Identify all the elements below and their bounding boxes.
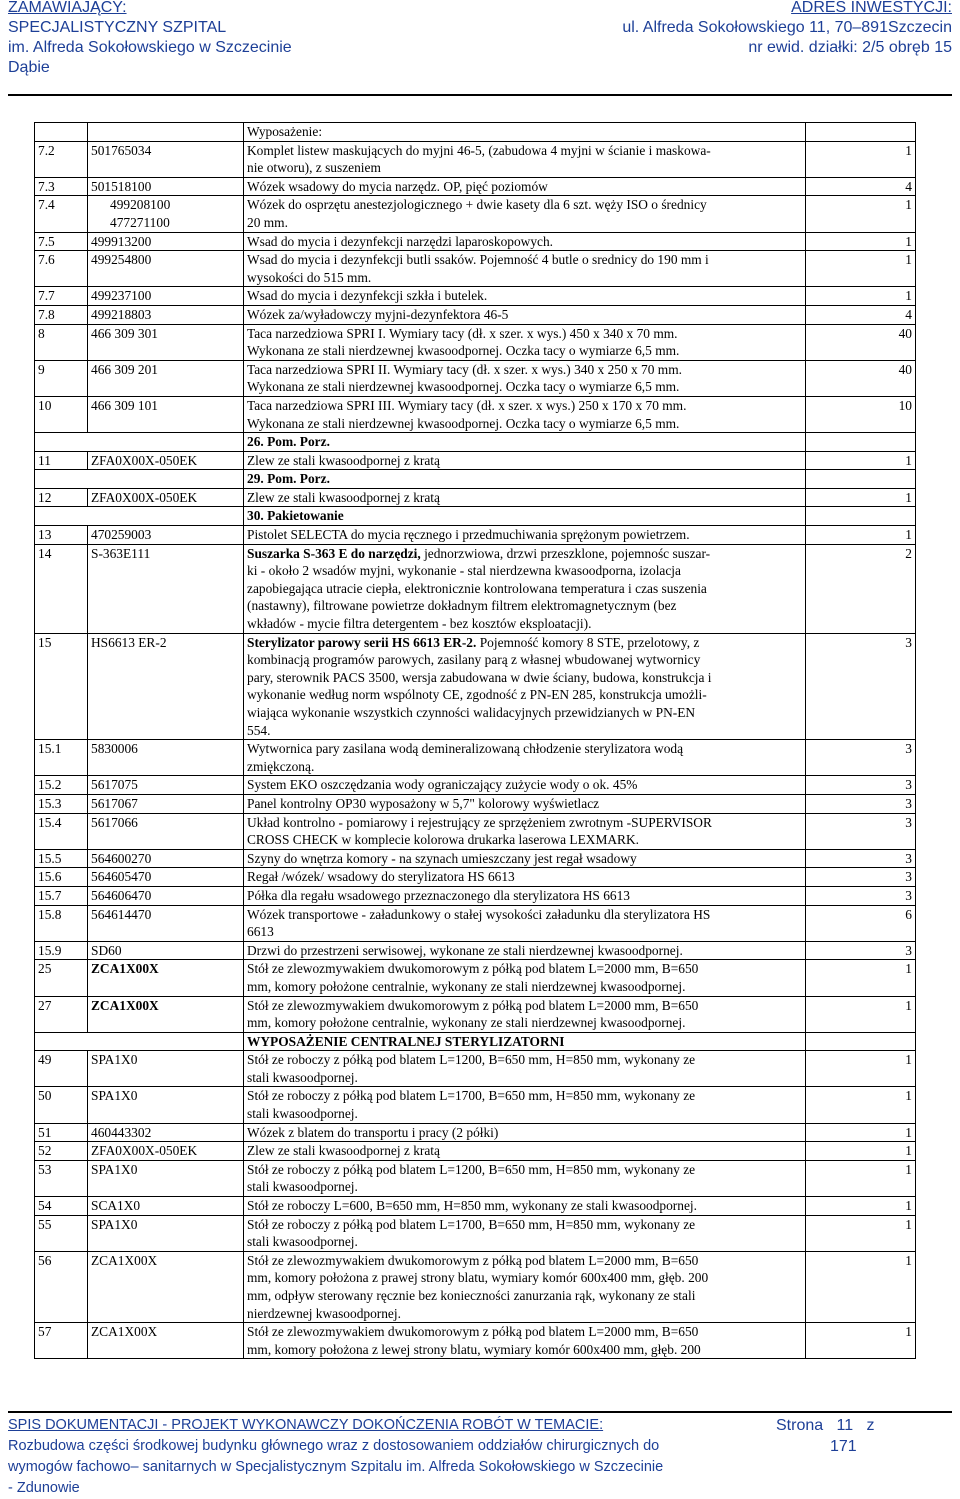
section-row bbox=[35, 433, 916, 452]
table-row bbox=[35, 1087, 916, 1123]
item-code: SPA1X0 bbox=[88, 1160, 244, 1196]
section-row bbox=[35, 470, 916, 489]
item-number bbox=[35, 123, 88, 142]
table-row bbox=[35, 794, 916, 813]
table-row bbox=[35, 868, 916, 887]
item-description: Zlew ze stali kwasoodpornej z kratą bbox=[244, 488, 806, 507]
item-code: ZFA0X00X-050EK bbox=[88, 1142, 244, 1161]
item-code: 5830006 bbox=[88, 740, 244, 776]
section-spacer bbox=[35, 470, 244, 489]
item-code: 499237100 bbox=[88, 287, 244, 306]
client-name-line2: im. Alfreda Sokołowskiego w Szczecinie bbox=[8, 39, 292, 56]
item-number: 7.7 bbox=[35, 287, 88, 306]
table-row bbox=[35, 740, 916, 776]
item-number: 15.6 bbox=[35, 868, 88, 887]
item-number: 50 bbox=[35, 1087, 88, 1123]
table-row bbox=[35, 141, 916, 177]
table-row bbox=[35, 886, 916, 905]
section-title: 30. Pakietowanie bbox=[244, 507, 806, 526]
item-description: Taca narzedziowa SPRI III. Wymiary tacy (dł. x szer. x wys.) 250 x 170 x 70 mm. Wykonana ze stali nierdzewnej kwasoodpornej. Oczka tacy o wymiarze 6,5 mm. bbox=[244, 396, 806, 432]
item-code: 466 309 301 bbox=[88, 324, 244, 360]
item-code: ZCA1X00X bbox=[88, 996, 244, 1032]
footer-divider bbox=[8, 1411, 952, 1413]
item-number: 8 bbox=[35, 324, 88, 360]
item-description: Stół ze zlewozmywakiem dwukomorowym z półką pod blatem L=2000 mm, B=650 mm, komory położona z lewej strony blatu, wymiary komór 600x400 mm, głęb. 200 bbox=[244, 1323, 806, 1359]
item-description: Stół ze roboczy z półką pod blatem L=1700, B=650 mm, H=850 mm, wykonany ze stali kwasoodpornej. bbox=[244, 1087, 806, 1123]
item-quantity: 1 bbox=[806, 1215, 916, 1251]
section-row bbox=[35, 1032, 916, 1051]
section-spacer bbox=[35, 1032, 244, 1051]
section-qty-empty bbox=[806, 1032, 916, 1051]
item-description: Wsad do mycia i dezynfekcji narzędzi laparoskopowych. bbox=[244, 232, 806, 251]
table-row bbox=[35, 232, 916, 251]
table-row bbox=[35, 287, 916, 306]
item-description: Stół ze roboczy z półką pod blatem L=1200, B=650 mm, H=850 mm, wykonany ze stali kwasoodpornej. bbox=[244, 1051, 806, 1087]
item-description: Stół ze zlewozmywakiem dwukomorowym z półką pod blatem L=2000 mm, B=650 mm, komory położone centralnie, wykonany ze stali nierdzewnej kwasoodpornej. bbox=[244, 960, 806, 996]
item-description-bold: Suszarka S-363 E do narzędzi, bbox=[247, 545, 421, 561]
item-number: 7.3 bbox=[35, 177, 88, 196]
item-code: 5617067 bbox=[88, 794, 244, 813]
item-description: System EKO oszczędzania wody ograniczający zużycie wody o ok. 45% bbox=[244, 776, 806, 795]
table-row bbox=[35, 941, 916, 960]
item-description bbox=[244, 633, 806, 740]
item-description: Wyposażenie: bbox=[244, 123, 806, 142]
item-description: Szyny do wnętrza komory - na szynach umieszczany jest regał wsadowy bbox=[244, 849, 806, 868]
of-label: z bbox=[866, 1417, 875, 1434]
table-row bbox=[35, 1215, 916, 1251]
item-number: 9 bbox=[35, 360, 88, 396]
item-quantity: 1 bbox=[806, 1142, 916, 1161]
item-quantity: 1 bbox=[806, 488, 916, 507]
item-quantity: 3 bbox=[806, 849, 916, 868]
item-quantity: 4 bbox=[806, 177, 916, 196]
item-quantity: 2 bbox=[806, 544, 916, 633]
footer-line-1: Rozbudowa części środkowej budynku głównego wraz z dostosowaniem oddziałów chirurgicznych do bbox=[8, 1438, 660, 1454]
item-quantity: 3 bbox=[806, 776, 916, 795]
item-description: Wózek do osprzętu anestezjologicznego + dwie kasety dla 6 szt. węży ISO o średnicy 20 mm. bbox=[244, 196, 806, 232]
item-code: 564605470 bbox=[88, 868, 244, 887]
equipment-table bbox=[34, 122, 916, 1359]
item-code: 564600270 bbox=[88, 849, 244, 868]
item-number: 53 bbox=[35, 1160, 88, 1196]
item-quantity: 1 bbox=[806, 1087, 916, 1123]
item-number: 15.9 bbox=[35, 941, 88, 960]
item-description bbox=[244, 544, 806, 633]
item-quantity: 1 bbox=[806, 451, 916, 470]
item-number: 15 bbox=[35, 633, 88, 740]
page-label: Strona bbox=[776, 1417, 824, 1434]
item-description: Regał /wózek/ wsadowy do sterylizatora HS 6613 bbox=[244, 868, 806, 887]
item-code: 499913200 bbox=[88, 232, 244, 251]
item-description: Wsad do mycia i dezynfekcji butli ssaków. Pojemność 4 butle o srednicy do 190 mm i wysokości do 515 mm. bbox=[244, 251, 806, 287]
item-code: 501765034 bbox=[88, 141, 244, 177]
investment-address-block bbox=[622, 0, 952, 58]
table-row bbox=[35, 996, 916, 1032]
table-row bbox=[35, 633, 916, 740]
item-description: Pistolet SELECTA do mycia ręcznego i przedmuchiwania sprężonym powietrzem. bbox=[244, 526, 806, 545]
table-row bbox=[35, 1197, 916, 1216]
item-code: 466 309 101 bbox=[88, 396, 244, 432]
table-row bbox=[35, 488, 916, 507]
item-description: Panel kontrolny OP30 wyposażony w 5,7" kolorowy wyświetlacz bbox=[244, 794, 806, 813]
item-description-text: jednorzwiowa, drzwi przeszklone, pojemnośc suszar- ki - około 2 wsadów myjni, wykonanie - stal nierdzewna kwasoodporna, izolacja zapobiegająca utracie ciepła, elektronicznie kontrolowana temperatura i czas suszenia (nastawny), filtrowane powietrze dokładnym filtrem elektromagnetycznym (bez wkładów - mycie filtra detergentem - bez kosztów eksploatacji). bbox=[247, 545, 711, 632]
footer-line-2: wymogów fachowo– sanitarnych w Specjalistycznym Szpitalu im. Alfreda Sokołowskiego w Szczecinie bbox=[8, 1459, 664, 1475]
item-code: ZFA0X00X-050EK bbox=[88, 488, 244, 507]
item-description: Stół ze zlewozmywakiem dwukomorowym z półką pod blatem L=2000 mm, B=650 mm, komory położona z prawej strony blatu, wymiary komór 600x400 mm, głęb. 200 mm, odpływ sterowany ręcznie bez konieczności zanurzania rąk, wykonany ze stali nierdzewnej kwasoodpornej. bbox=[244, 1251, 806, 1322]
item-code: 5617075 bbox=[88, 776, 244, 795]
item-quantity: 3 bbox=[806, 868, 916, 887]
item-code: SPA1X0 bbox=[88, 1051, 244, 1087]
page-counter bbox=[776, 1415, 956, 1457]
item-quantity: 3 bbox=[806, 813, 916, 849]
item-number: 15.7 bbox=[35, 886, 88, 905]
item-description: Wózek wsadowy do mycia narzędz. OP, pięć poziomów bbox=[244, 177, 806, 196]
item-code: SD60 bbox=[88, 941, 244, 960]
item-code: ZCA1X00X bbox=[88, 960, 244, 996]
item-code: 499208100 477271100 bbox=[88, 196, 244, 232]
table-row bbox=[35, 360, 916, 396]
item-description: Wózek za/wyładowczy myjni-dezynfektora 46-5 bbox=[244, 305, 806, 324]
section-qty-empty bbox=[806, 433, 916, 452]
section-qty-empty bbox=[806, 470, 916, 489]
table-row bbox=[35, 177, 916, 196]
item-code: 564614470 bbox=[88, 905, 244, 941]
table-row bbox=[35, 251, 916, 287]
investment-label: ADRES INWESTYCJI: bbox=[791, 0, 952, 16]
table-row bbox=[35, 905, 916, 941]
item-code bbox=[88, 123, 244, 142]
table-row bbox=[35, 1142, 916, 1161]
client-name: SPECJALISTYCZNY SZPITAL bbox=[8, 19, 227, 36]
section-title: WYPOSAŻENIE CENTRALNEJ STERYLIZATORNI bbox=[244, 1032, 806, 1051]
item-code: SCA1X0 bbox=[88, 1197, 244, 1216]
footer-title: SPIS DOKUMENTACJI - PROJEKT WYKONAWCZY DOKOŃCZENIA ROBÓT W TEMACIE: bbox=[8, 1417, 604, 1433]
item-number: 57 bbox=[35, 1323, 88, 1359]
item-code: 499218803 bbox=[88, 305, 244, 324]
page-header bbox=[0, 0, 960, 96]
item-description: Wózek transportowe - załadunkowy o stałej wysokości załadunku dla sterylizatora HS 6613 bbox=[244, 905, 806, 941]
item-number: 15.3 bbox=[35, 794, 88, 813]
item-number: 11 bbox=[35, 451, 88, 470]
table-row bbox=[35, 1251, 916, 1322]
section-spacer bbox=[35, 507, 244, 526]
section-spacer bbox=[35, 433, 244, 452]
table-row bbox=[35, 849, 916, 868]
table-row bbox=[35, 451, 916, 470]
client-name-line3: Dąbie bbox=[8, 59, 50, 76]
item-number: 7.6 bbox=[35, 251, 88, 287]
item-number: 55 bbox=[35, 1215, 88, 1251]
item-quantity: 1 bbox=[806, 996, 916, 1032]
item-quantity: 1 bbox=[806, 1051, 916, 1087]
item-number: 52 bbox=[35, 1142, 88, 1161]
item-quantity: 3 bbox=[806, 794, 916, 813]
item-code: ZCA1X00X bbox=[88, 1251, 244, 1322]
footer-line-3: - Zdunowie bbox=[8, 1480, 80, 1496]
item-code: 466 309 201 bbox=[88, 360, 244, 396]
table-row bbox=[35, 324, 916, 360]
item-number: 15.8 bbox=[35, 905, 88, 941]
item-number: 27 bbox=[35, 996, 88, 1032]
item-description: Taca narzedziowa SPRI II. Wymiary tacy (dł. x szer. x wys.) 340 x 250 x 70 mm. Wykonana ze stali nierdzewnej kwasoodpornej. Oczka tacy o wymiarze 6,5 mm. bbox=[244, 360, 806, 396]
item-quantity: 3 bbox=[806, 740, 916, 776]
item-code: ZCA1X00X bbox=[88, 1323, 244, 1359]
table-row bbox=[35, 1051, 916, 1087]
item-description: Zlew ze stali kwasoodpornej z kratą bbox=[244, 451, 806, 470]
investment-plot: nr ewid. działki: 2/5 obręb 15 bbox=[748, 39, 952, 56]
item-description: Półka dla regału wsadowego przeznaczonego dla sterylizatora HS 6613 bbox=[244, 886, 806, 905]
client-label: ZAMAWIAJĄCY: bbox=[8, 0, 127, 16]
item-quantity: 1 bbox=[806, 960, 916, 996]
item-number: 10 bbox=[35, 396, 88, 432]
table-row bbox=[35, 396, 916, 432]
item-quantity: 1 bbox=[806, 1123, 916, 1142]
section-title: 26. Pom. Porz. bbox=[244, 433, 806, 452]
item-quantity: 4 bbox=[806, 305, 916, 324]
page-number: 11 bbox=[836, 1417, 854, 1434]
item-description: Wózek z blatem do transportu i pracy (2 półki) bbox=[244, 1123, 806, 1142]
item-number: 49 bbox=[35, 1051, 88, 1087]
item-number: 7.2 bbox=[35, 141, 88, 177]
item-code: SPA1X0 bbox=[88, 1087, 244, 1123]
item-quantity: 1 bbox=[806, 1160, 916, 1196]
table-row bbox=[35, 526, 916, 545]
footer-project bbox=[8, 1415, 768, 1499]
client-block bbox=[8, 0, 292, 78]
item-number: 15.2 bbox=[35, 776, 88, 795]
item-number: 51 bbox=[35, 1123, 88, 1142]
item-code: 470259003 bbox=[88, 526, 244, 545]
item-quantity: 3 bbox=[806, 633, 916, 740]
table-row bbox=[35, 305, 916, 324]
table-row bbox=[35, 1323, 916, 1359]
item-description: Drzwi do przestrzeni serwisowej, wykonane ze stali nierdzewnej kwasoodpornej. bbox=[244, 941, 806, 960]
table-row bbox=[35, 123, 916, 142]
item-code: SPA1X0 bbox=[88, 1215, 244, 1251]
item-number: 7.5 bbox=[35, 232, 88, 251]
section-qty-empty bbox=[806, 507, 916, 526]
item-number: 15.1 bbox=[35, 740, 88, 776]
item-code: ZFA0X00X-050EK bbox=[88, 451, 244, 470]
item-description-text: Pojemność komory 8 STE, przelotowy, z kombinacją programów parowych, zasilany parą z własnej wbudowanej wytwornicy pary, sterownik PACS 3500, wersja zabudowana w dwie ściany, budowa, konstrukcja i wykonanie według norm wspólnoty CE, zgodność z PN-EN 285, konstrukcja umożli- wiająca wykonanie wszystkich czynności walidacyjnych przewidzianych w PN-EN 554. bbox=[247, 634, 712, 738]
table-row bbox=[35, 544, 916, 633]
item-code: HS6613 ER-2 bbox=[88, 633, 244, 740]
item-number: 7.4 bbox=[35, 196, 88, 232]
item-code: 5617066 bbox=[88, 813, 244, 849]
item-description: Stół ze roboczy z półką pod blatem L=1200, B=650 mm, H=850 mm, wykonany ze stali kwasoodpornej. bbox=[244, 1160, 806, 1196]
item-description: Układ kontrolno - pomiarowy i rejestrujący ze sprzężeniem zwrotnym -SUPERVISOR CROSS CHECK w komplecie kolorowa drukarka laserowa LEXMARK. bbox=[244, 813, 806, 849]
item-code: S-363E111 bbox=[88, 544, 244, 633]
item-number: 25 bbox=[35, 960, 88, 996]
item-number: 14 bbox=[35, 544, 88, 633]
item-quantity: 6 bbox=[806, 905, 916, 941]
item-code: 564606470 bbox=[88, 886, 244, 905]
item-number: 13 bbox=[35, 526, 88, 545]
item-number: 15.5 bbox=[35, 849, 88, 868]
item-quantity: 1 bbox=[806, 1197, 916, 1216]
table-row bbox=[35, 196, 916, 232]
item-number: 54 bbox=[35, 1197, 88, 1216]
section-row bbox=[35, 507, 916, 526]
table-row bbox=[35, 776, 916, 795]
table-row bbox=[35, 1123, 916, 1142]
item-quantity: 1 bbox=[806, 232, 916, 251]
item-description-bold: Sterylizator parowy serii HS 6613 ER-2. bbox=[247, 634, 477, 650]
investment-street: ul. Alfreda Sokołowskiego 11, 70–891Szczecin bbox=[622, 19, 952, 36]
item-number: 15.4 bbox=[35, 813, 88, 849]
item-description: Wsad do mycia i dezynfekcji szkła i butelek. bbox=[244, 287, 806, 306]
item-quantity: 1 bbox=[806, 141, 916, 177]
section-title: 29. Pom. Porz. bbox=[244, 470, 806, 489]
item-quantity: 40 bbox=[806, 324, 916, 360]
item-description: Stół ze zlewozmywakiem dwukomorowym z półką pod blatem L=2000 mm, B=650 mm, komory położone centralnie, wykonany ze stali nierdzewnej kwasoodpornej. bbox=[244, 996, 806, 1032]
item-quantity: 10 bbox=[806, 396, 916, 432]
item-description: Stół ze roboczy L=600, B=650 mm, H=850 mm, wykonany ze stali kwasoodpornej. bbox=[244, 1197, 806, 1216]
page-footer bbox=[0, 1411, 960, 1497]
item-quantity: 1 bbox=[806, 1323, 916, 1359]
item-quantity: 1 bbox=[806, 1251, 916, 1322]
item-description: Zlew ze stali kwasoodpornej z kratą bbox=[244, 1142, 806, 1161]
item-number: 56 bbox=[35, 1251, 88, 1322]
item-quantity: 40 bbox=[806, 360, 916, 396]
table-row bbox=[35, 813, 916, 849]
item-quantity: 1 bbox=[806, 196, 916, 232]
item-code: 460443302 bbox=[88, 1123, 244, 1142]
table-row bbox=[35, 1160, 916, 1196]
item-quantity: 1 bbox=[806, 287, 916, 306]
total-pages: 171 bbox=[830, 1438, 857, 1455]
item-quantity: 1 bbox=[806, 251, 916, 287]
item-description: Taca narzedziowa SPRI I. Wymiary tacy (dł. x szer. x wys.) 450 x 340 x 70 mm. Wykonana ze stali nierdzewnej kwasoodpornej. Oczka tacy o wymiarze 6,5 mm. bbox=[244, 324, 806, 360]
item-description: Wytwornica pary zasilana wodą demineralizowaną chłodzenie sterylizatora wodą zmiękczoną. bbox=[244, 740, 806, 776]
item-description: Stół ze roboczy z półką pod blatem L=1700, B=650 mm, H=850 mm, wykonany ze stali kwasoodpornej. bbox=[244, 1215, 806, 1251]
item-quantity bbox=[806, 123, 916, 142]
item-code: 501518100 bbox=[88, 177, 244, 196]
item-quantity: 1 bbox=[806, 526, 916, 545]
item-quantity: 3 bbox=[806, 941, 916, 960]
item-number: 7.8 bbox=[35, 305, 88, 324]
item-code: 499254800 bbox=[88, 251, 244, 287]
item-number: 12 bbox=[35, 488, 88, 507]
item-description: Komplet listew maskujących do myjni 46-5, (zabudowa 4 myjni w ścianie i maskowa- nie otworu), z suszeniem bbox=[244, 141, 806, 177]
item-quantity: 3 bbox=[806, 886, 916, 905]
table-row bbox=[35, 960, 916, 996]
header-divider bbox=[8, 94, 952, 96]
